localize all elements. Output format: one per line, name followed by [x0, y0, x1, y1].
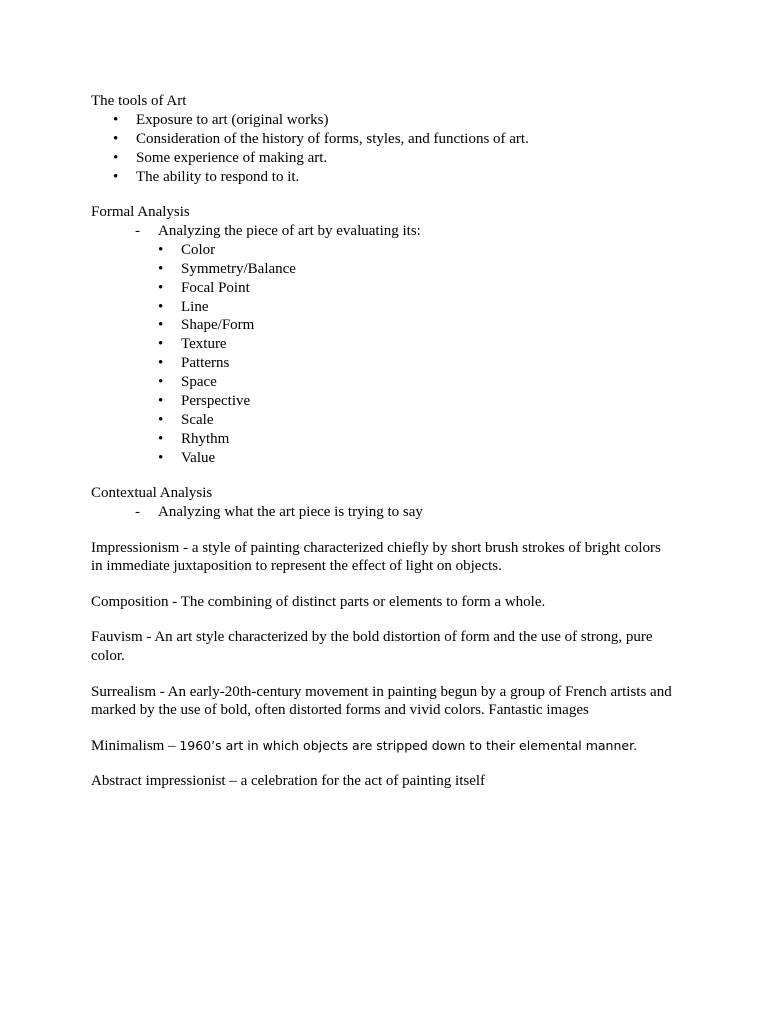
- list-item-text: Color: [181, 241, 216, 258]
- list-item: [91, 298, 691, 317]
- minimalism-definition: [91, 737, 691, 756]
- list-item: [91, 241, 691, 260]
- dash-item-text: Analyzing what the art piece is trying to say: [158, 504, 423, 521]
- spacer: [91, 468, 691, 485]
- bullet-icon: •: [158, 412, 164, 428]
- bullet-icon: •: [158, 241, 164, 258]
- list-item: [91, 111, 691, 130]
- document-body: [91, 92, 691, 791]
- list-item-text: Consideration of the history of forms, styles, and functions of art.: [136, 130, 529, 147]
- bullet-icon: •: [158, 317, 164, 334]
- formal-heading: Formal Analysis: [91, 204, 190, 221]
- minimalism-description: 1960’s art in which objects are stripped down to their elemental manner.: [179, 737, 638, 753]
- spacer: [91, 666, 691, 683]
- bullet-icon: •: [158, 260, 164, 277]
- text-line: in immediate juxtaposition to represent the effect of light on objects.: [91, 558, 502, 575]
- list-item-text: Patterns: [181, 355, 230, 372]
- text-line: marked by the use of bold, often distorted forms and vivid colors. Fantastic images: [91, 702, 589, 719]
- list-item-text: Exposure to art (original works): [136, 111, 329, 128]
- list-item-text: Rhythm: [181, 430, 230, 447]
- list-item: [91, 149, 691, 168]
- spacer: [91, 720, 691, 737]
- bullet-icon: •: [158, 355, 164, 372]
- list-item: [91, 335, 691, 354]
- spacer: [91, 756, 691, 773]
- text-line: Surrealism - An early-20th-century movement in painting begun by a group of French artists and: [91, 683, 672, 700]
- list-item: [91, 168, 691, 187]
- text-line: Impressionism - a style of painting characterized chiefly by short brush strokes of bright colors: [91, 539, 661, 556]
- list-item-text: Value: [181, 449, 216, 466]
- bullet-icon: •: [158, 279, 164, 296]
- list-item-text: Scale: [181, 412, 214, 428]
- text-line: color.: [91, 648, 125, 665]
- list-item-text: Perspective: [181, 393, 251, 410]
- contextual-dash-item: [91, 503, 691, 522]
- fauvism-definition: [91, 628, 691, 666]
- bullet-icon: •: [113, 130, 119, 147]
- list-item-text: The ability to respond to it.: [136, 168, 300, 185]
- bullet-icon: •: [158, 298, 164, 315]
- list-item: [91, 279, 691, 298]
- list-item: [91, 373, 691, 392]
- list-item-text: Focal Point: [181, 279, 250, 296]
- list-item-text: Symmetry/Balance: [181, 260, 296, 277]
- list-item: [91, 449, 691, 468]
- contextual-heading: Contextual Analysis: [91, 485, 213, 502]
- tools-heading: The tools of Art: [91, 93, 187, 109]
- abstract-impressionist-definition: Abstract impressionist – a celebration for the act of painting itself: [91, 773, 486, 790]
- minimalism-term: Minimalism –: [91, 737, 180, 754]
- dash-icon: -: [135, 222, 140, 239]
- surrealism-definition: [91, 683, 691, 721]
- impressionism-definition: [91, 539, 691, 577]
- bullet-icon: •: [158, 430, 164, 447]
- list-item: [91, 430, 691, 449]
- list-item-text: Texture: [181, 336, 227, 353]
- bullet-icon: •: [158, 374, 164, 391]
- list-item: [91, 354, 691, 373]
- dash-item-text: Analyzing the piece of art by evaluating its:: [158, 222, 421, 239]
- bullet-icon: •: [158, 393, 164, 410]
- bullet-icon: •: [158, 449, 164, 466]
- tools-list: [91, 111, 691, 187]
- spacer: [91, 187, 691, 204]
- list-item: [91, 316, 691, 335]
- formal-dash-item: [91, 222, 691, 241]
- dash-icon: -: [135, 504, 140, 521]
- bullet-icon: •: [113, 168, 119, 185]
- spacer: [91, 576, 691, 593]
- formal-elements-list: [91, 241, 691, 468]
- list-item: [91, 260, 691, 279]
- list-item: [91, 392, 691, 411]
- bullet-icon: •: [113, 149, 119, 166]
- text-line: Fauvism - An art style characterized by the bold distortion of form and the use of strong, pure: [91, 629, 653, 646]
- bullet-icon: •: [158, 336, 164, 353]
- list-item: [91, 130, 691, 149]
- list-item: [91, 411, 691, 430]
- list-item-text: Shape/Form: [181, 317, 255, 334]
- list-item-text: Some experience of making art.: [136, 149, 328, 166]
- composition-definition: Composition - The combining of distinct parts or elements to form a whole.: [91, 593, 546, 610]
- spacer: [91, 522, 691, 539]
- bullet-icon: •: [113, 111, 119, 128]
- spacer: [91, 612, 691, 629]
- list-item-text: Line: [181, 298, 209, 315]
- list-item-text: Space: [181, 374, 217, 391]
